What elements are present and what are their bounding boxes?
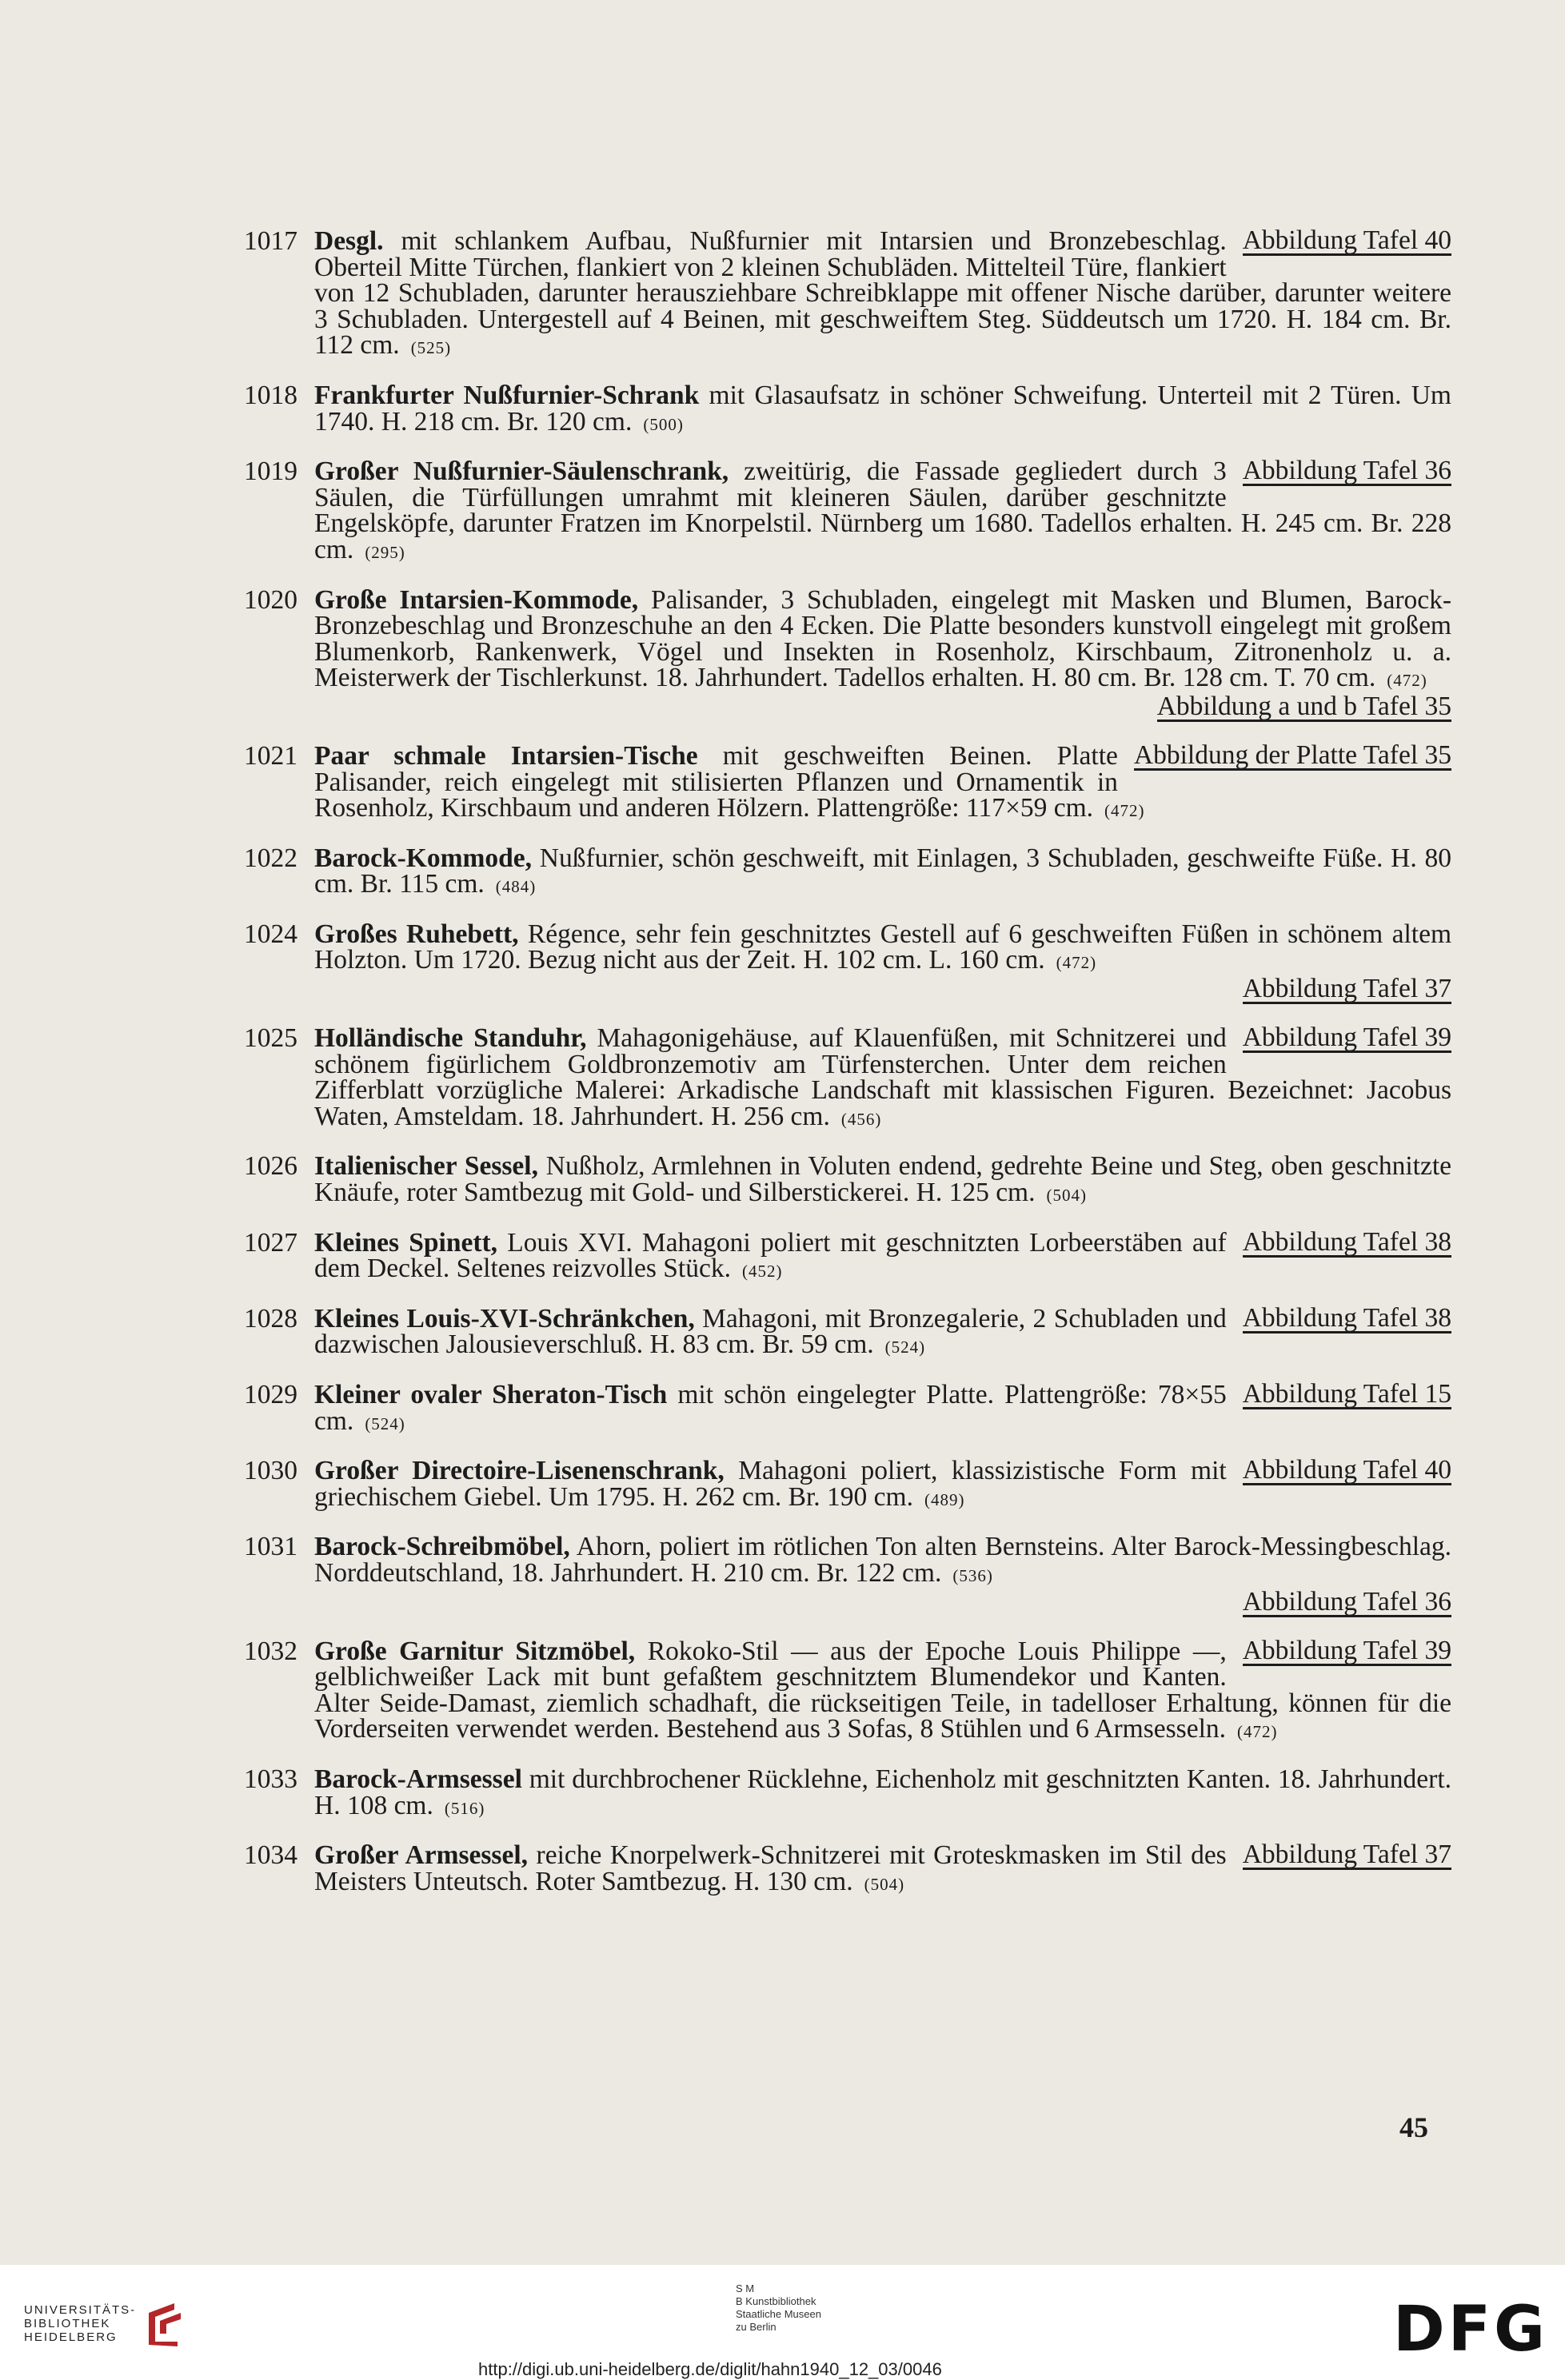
lot-number: 1024: [244, 919, 297, 949]
lot-number: 1031: [244, 1532, 297, 1562]
catalog-entry: [244, 1534, 1451, 1617]
plate-reference: Abbildung Tafel 15: [1242, 1379, 1451, 1409]
lot-number: 1018: [244, 380, 297, 410]
plate-reference: Abbildung Tafel 39: [1242, 1635, 1451, 1665]
lot-number: 1027: [244, 1227, 297, 1258]
lot-code: (524): [365, 1413, 405, 1433]
lot-description: Mahagoni, mit Bronzegalerie, 2 Schubladen und dazwischen Jalousieverschluß. H. 83 cm. Br. 59 cm.: [314, 1303, 1227, 1360]
lot-title: Kleiner ovaler Sheraton-Tisch: [314, 1380, 668, 1409]
lot-title: Kleines Louis-XVI-Schränkchen,: [314, 1303, 695, 1334]
catalog-entry: [244, 919, 1451, 1004]
ub-line-1: UNIVERSITÄTS-: [24, 2303, 137, 2317]
catalog-entry: [244, 740, 1451, 824]
plate-reference: Abbildung Tafel 37: [1242, 974, 1451, 1004]
lot-title: Holländische Standuhr,: [314, 1023, 587, 1054]
catalog-entry: [244, 1226, 1451, 1285]
plate-reference: Abbildung der Platte Tafel 35: [1133, 740, 1451, 770]
ub-line-3: HEIDELBERG: [24, 2330, 118, 2344]
catalog-entry: [244, 1764, 1451, 1821]
catalog-entry: [244, 1455, 1451, 1513]
lot-description: Ahorn, poliert im rötlichen Ton alten Bernsteins. Alter Barock-Messingbeschlag. Norddeutschland, 18. Jahrhundert. H. 210 cm. Br. 122 cm.: [314, 1532, 1451, 1588]
lot-title: Barock-Kommode,: [314, 843, 533, 873]
lot-title: Desgl.: [314, 226, 384, 256]
catalog-entry: [244, 1840, 1451, 1897]
dfg-logo[interactable]: DFG: [1393, 2294, 1549, 2366]
catalog-entry: [244, 380, 1451, 437]
lot-number: 1021: [244, 740, 297, 771]
lot-number: 1029: [244, 1380, 297, 1409]
lot-title: Große Intarsien-Kommode,: [314, 584, 639, 615]
page-number: 45: [1399, 2111, 1428, 2143]
smb-line-3: Staatliche Museen: [736, 2308, 821, 2320]
lot-title: Großes Ruhebett,: [314, 919, 519, 949]
lot-number: 1026: [244, 1151, 297, 1182]
lot-code: (504): [864, 1874, 905, 1894]
smb-line-1: S M: [736, 2282, 755, 2294]
lot-description: Nußfurnier, schön geschweift, mit Einlagen, 3 Schubladen, geschweifte Füße. H. 80 cm. Br. 115 cm.: [314, 843, 1451, 899]
lot-description: mit durchbrochener Rücklehne, Eichenholz mit geschnitzten Kanten. 18. Jahrhundert. H. 108 cm.: [314, 1764, 1451, 1820]
lot-number: 1028: [244, 1303, 297, 1334]
smb-kunstbibliothek-label[interactable]: [736, 2282, 821, 2334]
catalog-entry: [244, 225, 1451, 361]
plate-reference: Abbildung a und b Tafel 35: [1156, 691, 1451, 721]
entry-list: [244, 225, 1451, 1919]
catalog-entry: [244, 1023, 1451, 1132]
lot-number: 1030: [244, 1456, 297, 1486]
lot-code: (472): [1104, 801, 1145, 821]
smb-line-4: zu Berlin: [736, 2321, 777, 2333]
permalink-url[interactable]: http://digi.ub.uni-heidelberg.de/diglit/hahn1940_12_03/0046: [478, 2359, 942, 2379]
lot-description: mit schön eingelegter Platte. Plattengröße: 78×55 cm.: [314, 1380, 1227, 1436]
plate-reference: Abbildung Tafel 38: [1242, 1226, 1451, 1257]
lot-code: (472): [1056, 953, 1097, 973]
lot-title: Große Garnitur Sitzmöbel,: [314, 1636, 636, 1666]
lot-code: (489): [924, 1489, 965, 1509]
lot-description: Palisander, 3 Schubladen, eingelegt mit Masken und Blumen, Barock-Bronzebeschlag und Bronzeschuhe an den 4 Ecken. Die Platte besonders kunstvoll eingelegt mit großem Blumenkorb, Rankenwerk, Vögel und Insekten in Rosenholz, Kirschbaum, Zitronenholz u. a. Meisterwerk der Tischlerkunst. 18. Jahrhundert. Tadellos erhalten. H. 80 cm. Br. 128 cm. T. 70 cm.: [314, 584, 1451, 693]
lot-number: 1025: [244, 1023, 297, 1054]
lot-title: Italienischer Sessel,: [314, 1151, 538, 1182]
lot-title: Großer Nußfurnier-Säulenschrank,: [314, 456, 729, 487]
lot-description: Nußholz, Armlehnen in Voluten endend, gedrehte Beine und Steg, oben geschnitzte Knäufe, roter Samtbezug mit Gold- und Silberstickerei. H. 125 cm.: [314, 1151, 1451, 1208]
catalog-entry: [244, 1302, 1451, 1361]
lot-description: Louis XVI. Mahagoni poliert mit geschnitzten Lorbeerstäben auf dem Deckel. Seltenes reizvolles Stück.: [314, 1227, 1227, 1284]
lot-title: Paar schmale Intarsien-Tische: [314, 740, 698, 771]
plate-reference-line: [314, 1586, 1451, 1617]
lot-description: Rokoko-Stil — aus der Epoche Louis Philippe —, gelblichweißer Lack mit bunt gefaßtem geschnitztem Blumendekor und Kanten. Alter Seide-Damast, ziemlich schadhaft, die rückseitigen Teile, in tadelloser Erhaltung, können für die Vorderseiten verwendet werden. Bestehend aus 3 Sofas, 8 Stühlen und 6 Armsesseln.: [314, 1636, 1451, 1744]
lot-code: (516): [444, 1798, 485, 1818]
lot-number: 1017: [244, 226, 297, 256]
plate-reference: Abbildung Tafel 37: [1242, 1840, 1451, 1870]
lot-description: mit schlankem Aufbau, Nußfurnier mit Intarsien und Bronzebeschlag. Oberteil Mitte Türchen, flankiert von 2 kleinen Schubläden. Mittelteil Türe, flankiert von 12 Schubladen, darunter herausziehbare Schreibklappe mit offener Nische darüber, darunter weitere 3 Schubladen. Untergestell auf 4 Beinen, mit geschweiftem Steg. Süddeutsch um 1720. H. 184 cm. Br. 112 cm.: [314, 226, 1451, 361]
plate-reference: Abbildung Tafel 40: [1242, 225, 1451, 255]
lot-description: Mahagoni poliert, klassizistische Form mit griechischem Giebel. Um 1795. H. 262 cm. Br. 190 cm.: [314, 1456, 1227, 1512]
lot-description: zweitürig, die Fassade gegliedert durch 3 Säulen, die Türfüllungen umrahmt mit kleineren Säulen, darüber geschnitzte Engelsköpfe, darunter Fratzen im Knorpelstil. Nürnberg um 1680. Tadellos erhalten. H. 245 cm. Br. 228 cm.: [314, 456, 1451, 564]
lot-code: (504): [1046, 1186, 1087, 1206]
lot-code: (472): [1237, 1722, 1278, 1742]
lot-code: (456): [840, 1109, 882, 1129]
lot-description: mit Glasaufsatz in schöner Schweifung. Unterteil mit 2 Türen. Um 1740. H. 218 cm. Br. 120 cm.: [314, 380, 1451, 437]
plate-reference: Abbildung Tafel 36: [1242, 1586, 1451, 1617]
lot-description: Mahagonigehäuse, auf Klauenfüßen, mit Schnitzerei und schönem figürlichem Goldbronzemotiv am Türfensterchen. Unter dem reichen Zifferblatt vorzügliche Malerei: Arkadische Landschaft mit klassischen Figuren. Bezeichnet: Jacobus Waten, Amsteldam. 18. Jahrhundert. H. 256 cm.: [314, 1023, 1451, 1131]
ub-line-2: BIBLIOTHEK: [24, 2317, 111, 2330]
lot-code: (536): [952, 1565, 993, 1585]
smb-line-2: B Kunstbibliothek: [736, 2295, 816, 2307]
lot-description: mit geschweiften Beinen. Platte Palisander, reich eingelegt mit stilisierten Pflanzen und Ornamentik in Rosenholz, Kirschbaum und anderen Hölzern. Plattengröße: 117×59 cm.: [314, 740, 1118, 823]
plate-reference: Abbildung Tafel 38: [1242, 1302, 1451, 1333]
lot-description: reiche Knorpelwerk-Schnitzerei mit Groteskmasken im Stil des Meisters Unteutsch. Roter Samtbezug. H. 130 cm.: [314, 1840, 1227, 1896]
lot-number: 1034: [244, 1840, 297, 1871]
plate-reference-line: [314, 691, 1451, 722]
lot-number: 1032: [244, 1636, 297, 1666]
lot-title: Großer Directoire-Lisenenschrank,: [314, 1456, 725, 1486]
lot-code: (500): [643, 414, 684, 434]
lot-code: (452): [741, 1262, 783, 1282]
lot-title: Frankfurter Nußfurnier-Schrank: [314, 380, 700, 410]
lot-code: (524): [884, 1338, 926, 1357]
catalog-entry: [244, 584, 1451, 722]
lot-description: Régence, sehr fein geschnitztes Gestell auf 6 geschweiften Füßen in schönem altem Holzton. Um 1720. Bezug nicht aus der Zeit. H. 102 cm. L. 160 cm.: [314, 919, 1451, 975]
catalog-entry: [244, 843, 1451, 900]
lot-code: (484): [495, 877, 537, 897]
lot-number: 1019: [244, 456, 297, 487]
lot-code: (525): [410, 338, 452, 358]
catalog-entry: [244, 456, 1451, 565]
footer-bar: [0, 2265, 1565, 2380]
lot-code: (472): [1387, 671, 1427, 691]
lot-code: (295): [365, 542, 405, 562]
lot-title: Barock-Armsessel: [314, 1764, 522, 1794]
lot-number: 1020: [244, 584, 297, 615]
catalog-entry: [244, 1635, 1451, 1745]
catalog-entry: [244, 1151, 1451, 1208]
plate-reference: Abbildung Tafel 40: [1242, 1455, 1451, 1485]
lot-number: 1022: [244, 843, 297, 873]
lot-title: Kleines Spinett,: [314, 1227, 498, 1258]
plate-reference: Abbildung Tafel 36: [1242, 456, 1451, 486]
lot-number: 1033: [244, 1764, 297, 1794]
ub-heidelberg-label[interactable]: [24, 2303, 136, 2344]
lot-title: Barock-Schreibmöbel,: [314, 1532, 570, 1562]
catalog-entry: [244, 1379, 1451, 1437]
plate-reference: Abbildung Tafel 39: [1242, 1023, 1451, 1053]
plate-reference-line: [314, 976, 1451, 1004]
lot-title: Großer Armsessel,: [314, 1840, 529, 1871]
ub-heidelberg-logo-icon[interactable]: [142, 2298, 190, 2351]
